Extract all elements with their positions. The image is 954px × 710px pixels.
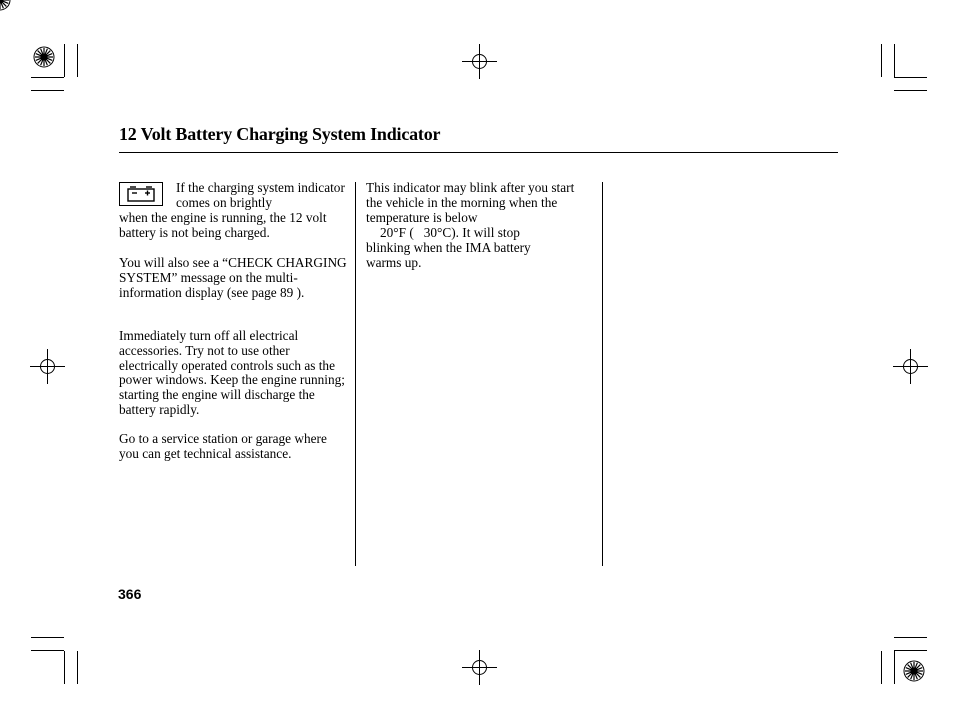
turn-off-accessories: Immediately turn off all electrical accessories. Try not to use other electrically operated controls such as the power windows. Keep the engine running; starting the engine will discharge the battery rapidly. [119, 328, 345, 417]
blink-note: This indicator may blink after you start the vehicle in the morning when the temperature is below [366, 180, 575, 225]
check-charging-message: You will also see a “CHECK CHARGING SYSTEM” message on the multi-information display (see page 89 ). [119, 255, 347, 300]
registration-sunburst [0, 0, 10, 10]
title-underline [119, 152, 838, 153]
charging-indicator-description: when the engine is running, the 12 volt battery is not being charged. [119, 210, 327, 240]
page-number: 366 [118, 586, 142, 602]
service-station-advice: Go to a service station or garage where you can get technical assistance. [119, 431, 327, 461]
temperature-note: 20°F ( 30°C). It will stop [380, 225, 520, 240]
column-divider-1 [355, 182, 356, 566]
battery-icon [119, 182, 163, 206]
charging-indicator-intro: If the charging system indicator comes on brightly [176, 180, 345, 210]
section-title: 12 Volt Battery Charging System Indicator [119, 124, 441, 144]
ima-battery-note: blinking when the IMA battery warms up. [366, 240, 531, 270]
column-divider-2 [602, 182, 603, 566]
